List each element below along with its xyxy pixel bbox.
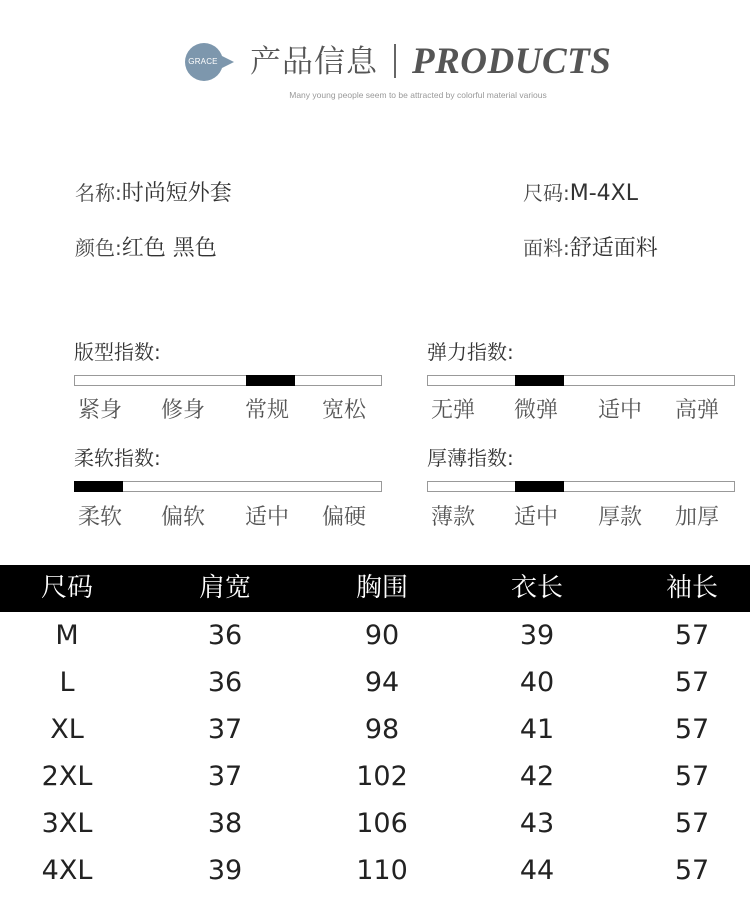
- cell-size: 4XL: [41, 855, 93, 886]
- cell-chest: 106: [356, 808, 408, 839]
- cell-shoulder: 38: [207, 808, 243, 839]
- softness-index-title: 柔软指数:: [74, 446, 161, 470]
- softness-option: 柔软: [78, 505, 123, 530]
- size-value: M-4XL: [569, 181, 638, 206]
- fit-option: 修身: [161, 398, 206, 423]
- thickness-option: 薄款: [431, 505, 476, 530]
- elasticity-index-title: 弹力指数:: [427, 340, 514, 364]
- fabric-value: 舒适面料: [569, 236, 658, 261]
- fit-option: 宽松: [322, 398, 367, 423]
- softness-index-options: [74, 503, 382, 533]
- product-size: [523, 178, 638, 209]
- page-header: [0, 0, 750, 120]
- table-row: [0, 612, 750, 659]
- color-value: 红色 黑色: [121, 236, 217, 261]
- cell-sleeve: 57: [674, 761, 710, 792]
- elasticity-index-fill: [515, 375, 564, 386]
- cell-chest: 94: [364, 667, 400, 698]
- cell-chest: 98: [364, 714, 400, 745]
- fabric-label: 面料:: [523, 236, 570, 260]
- cell-sleeve: 57: [674, 620, 710, 651]
- color-label: 颜色:: [75, 236, 122, 260]
- title-divider: [394, 44, 396, 78]
- elasticity-option: 微弹: [514, 398, 559, 423]
- fit-index-fill: [246, 375, 295, 386]
- fit-index-options: [74, 396, 382, 426]
- cell-sleeve: 57: [674, 808, 710, 839]
- name-label: 名称:: [75, 181, 122, 205]
- elasticity-option: 高弹: [675, 398, 720, 423]
- thickness-index-bar: [427, 481, 735, 492]
- product-color: [75, 233, 217, 264]
- cell-chest: 90: [364, 620, 400, 651]
- elasticity-index-options: [427, 396, 735, 426]
- name-value: 时尚短外套: [121, 181, 232, 206]
- thickness-option: 厚款: [598, 505, 643, 530]
- cell-length: 39: [519, 620, 555, 651]
- fit-option: 常规: [245, 398, 290, 423]
- thickness-option: 适中: [514, 505, 559, 530]
- cell-sleeve: 57: [674, 714, 710, 745]
- grace-badge-icon: [183, 43, 235, 81]
- column-header-chest: 胸围: [355, 573, 408, 603]
- column-header-length: 衣长: [510, 573, 563, 603]
- cell-sleeve: 57: [674, 667, 710, 698]
- product-name: [75, 178, 232, 209]
- cell-shoulder: 37: [207, 714, 243, 745]
- title-chinese: 产品信息: [250, 44, 378, 80]
- softness-option: 适中: [245, 505, 290, 530]
- table-row: [0, 800, 750, 847]
- table-row: [0, 847, 750, 894]
- elasticity-option: 无弹: [431, 398, 476, 423]
- thickness-index-fill: [515, 481, 564, 492]
- thickness-option: 加厚: [675, 505, 720, 530]
- cell-sleeve: 57: [674, 855, 710, 886]
- table-row: [0, 706, 750, 753]
- cell-length: 42: [519, 761, 555, 792]
- thickness-index-options: [427, 503, 735, 533]
- elasticity-index-bar: [427, 375, 735, 386]
- cell-size: L: [59, 667, 75, 698]
- cell-size: XL: [50, 714, 84, 745]
- softness-index-fill: [74, 481, 123, 492]
- cell-size: 3XL: [41, 808, 93, 839]
- cell-shoulder: 36: [207, 667, 243, 698]
- size-label: 尺码:: [523, 181, 570, 205]
- column-header-size: 尺码: [40, 573, 93, 603]
- product-fabric: [523, 233, 658, 264]
- title-english: PRODUCTS: [412, 41, 612, 82]
- cell-shoulder: 37: [207, 761, 243, 792]
- elasticity-option: 适中: [598, 398, 643, 423]
- table-row: [0, 659, 750, 706]
- cell-size: 2XL: [41, 761, 93, 792]
- cell-chest: 102: [356, 761, 408, 792]
- fit-index-bar: [74, 375, 382, 386]
- softness-option: 偏硬: [322, 505, 367, 530]
- badge-text: GRACE: [188, 57, 218, 66]
- cell-length: 44: [519, 855, 555, 886]
- fit-index-title: 版型指数:: [74, 340, 161, 364]
- table-row: [0, 753, 750, 800]
- header-subtitle: Many young people seem to be attracted by colorful material various: [289, 90, 547, 100]
- cell-length: 40: [519, 667, 555, 698]
- softness-option: 偏软: [161, 505, 206, 530]
- softness-index-bar: [74, 481, 382, 492]
- size-table-header: [0, 565, 750, 612]
- cell-length: 41: [519, 714, 555, 745]
- cell-length: 43: [519, 808, 555, 839]
- column-header-shoulder: 肩宽: [198, 573, 251, 603]
- thickness-index-title: 厚薄指数:: [427, 446, 514, 470]
- cell-chest: 110: [356, 855, 408, 886]
- column-header-sleeve: 袖长: [665, 573, 718, 603]
- fit-option: 紧身: [78, 398, 123, 423]
- cell-size: M: [55, 620, 79, 651]
- cell-shoulder: 36: [207, 620, 243, 651]
- cell-shoulder: 39: [207, 855, 243, 886]
